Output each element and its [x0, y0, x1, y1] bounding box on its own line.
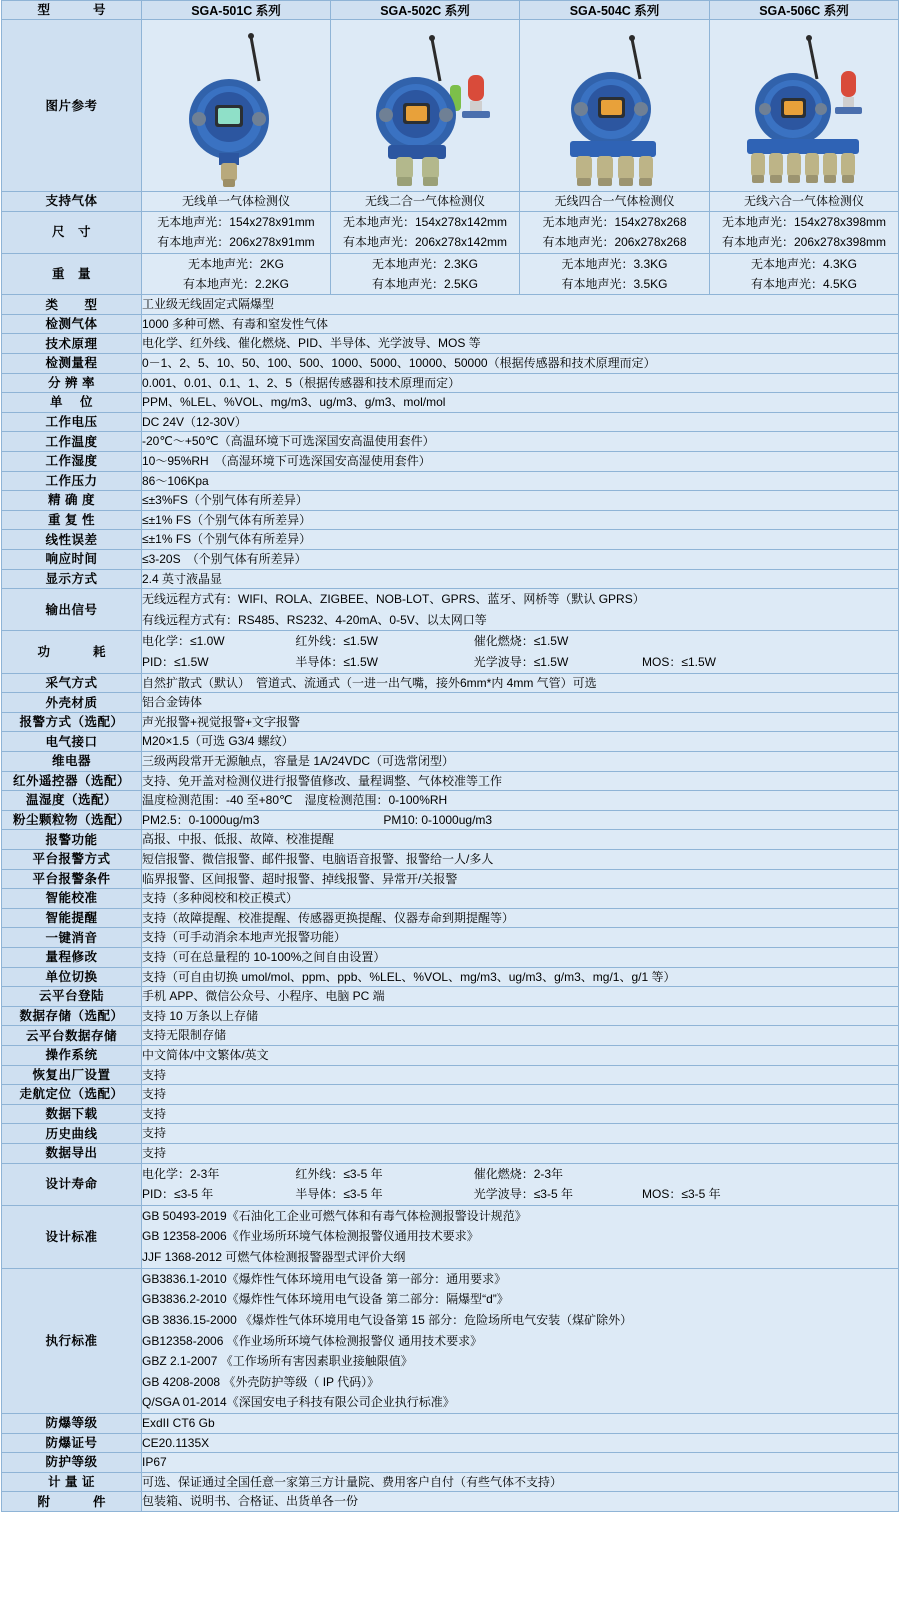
row-label-temperature: 工作温度 [2, 432, 142, 452]
row-value-unit-switch: 支持（可自由切换 umol/mol、ppm、ppb、%LEL、%VOL、mg/m3、ug/m3、g/m3、mg/1、g/1 等） [142, 967, 899, 987]
product-image-504c [520, 20, 710, 192]
dimensions-502c-line1: 无本地声光：154x278x142mm [342, 214, 508, 229]
dimensions-501c [142, 211, 331, 253]
weight-501c [142, 253, 331, 295]
row-value-alarm-mode: 声光报警+视觉报警+文字报警 [142, 712, 899, 732]
power-mos: MOS：≤1.5W [642, 655, 716, 670]
row-label-range-modify: 量程修改 [2, 948, 142, 968]
execution-standard-line1: GB3836.1-2010《爆炸性气体环境用电气设备 第一部分：通用要求》 [142, 1271, 507, 1286]
table-row-spec [2, 530, 899, 550]
row-value-cloud-login: 手机 APP、微信公众号、小程序、电脑 PC 端 [142, 987, 899, 1007]
row-value-response-time: ≤3-20S （个别气体有所差异） [142, 550, 899, 570]
row-value-temperature: -20℃～+50℃（高温环境下可选深国安高温使用套件） [142, 432, 899, 452]
weight-502c-line2: 有本地声光：2.5KG [371, 276, 479, 291]
dimensions-504c-line2: 有本地声光：206x278x268 [542, 235, 687, 250]
power-pid: PID：≤1.5W [142, 655, 209, 670]
table-row-supported-gas [2, 192, 899, 212]
table-row-spec [2, 314, 899, 334]
row-label-design-life: 设计寿命 [2, 1163, 142, 1205]
row-label-history-curve: 历史曲线 [2, 1124, 142, 1144]
weight-504c [520, 253, 710, 295]
gas-detector-2-icon [336, 23, 514, 189]
row-label-design-standard: 设计标准 [2, 1205, 142, 1268]
weight-506c-line1: 无本地声光：4.3KG [750, 256, 858, 271]
row-value-resolution: 0.001、0.01、0.1、1、2、5（根据传感器和技术原理而定） [142, 373, 899, 393]
table-row-spec [2, 1472, 899, 1492]
row-value-data-download: 支持 [142, 1104, 899, 1124]
life-semiconductor: 半导体：≤3-5 年 [295, 1187, 383, 1202]
row-value-temp-humidity-option: 温度检测范围：-40 至+80℃ 湿度检测范围：0-100%RH [142, 791, 899, 811]
row-label-alarm-mode: 报警方式（选配） [2, 712, 142, 732]
table-row-spec [2, 850, 899, 870]
weight-504c-line1: 无本地声光：3.3KG [561, 256, 668, 271]
row-value-type: 工业级无线固定式隔爆型 [142, 295, 899, 315]
table-row-spec [2, 1104, 899, 1124]
row-label-os: 操作系统 [2, 1045, 142, 1065]
supported-gas-501c: 无线单一气体检测仪 [142, 192, 331, 212]
row-value-ex-rating: ExdII CT6 Gb [142, 1414, 899, 1434]
table-row-spec [2, 1205, 899, 1268]
table-row-spec [2, 354, 899, 374]
dimensions-506c-line1: 无本地声光：154x278x398mm [721, 214, 887, 229]
row-label-output-signal: 输出信号 [2, 589, 142, 631]
life-pid: PID：≤3-5 年 [142, 1187, 214, 1202]
weight-504c-line2: 有本地声光：3.5KG [561, 276, 668, 291]
row-label-cloud-login: 云平台登陆 [2, 987, 142, 1007]
row-value-design-life [142, 1163, 899, 1205]
row-label-range: 检测量程 [2, 354, 142, 374]
life-optical: 光学波导：≤3-5 年 [473, 1187, 573, 1202]
table-row-spec [2, 948, 899, 968]
row-label-relay: 维电器 [2, 752, 142, 772]
row-value-ex-certificate: CE20.1135X [142, 1433, 899, 1453]
row-label-pressure: 工作压力 [2, 471, 142, 491]
row-label-dimensions: 尺 寸 [2, 211, 142, 253]
table-row-spec [2, 732, 899, 752]
row-value-power [142, 631, 899, 673]
table-row-spec [2, 1492, 899, 1512]
row-value-metrology-certificate: 可选、保证通过全国任意一家第三方计量院、费用客户自付（有些气体不支持） [142, 1472, 899, 1492]
dust-pm25: PM2.5：0-1000ug/m3 [142, 812, 260, 827]
weight-501c-line1: 无本地声光：2KG [187, 256, 284, 271]
table-row-spec [2, 752, 899, 772]
row-value-sampling: 自然扩散式（默认） 管道式、流通式（一进一出气嘴，接外6mm*内 4mm 气管）可选 [142, 673, 899, 693]
row-value-os: 中文简体/中文繁体/英文 [142, 1045, 899, 1065]
dimensions-502c-line2: 有本地声光：206x278x142mm [342, 235, 508, 250]
design-life-line1 [142, 1164, 898, 1185]
weight-501c-line2: 有本地声光：2.2KG [182, 276, 290, 291]
row-value-design-standard [142, 1205, 899, 1268]
row-label-data-storage: 数据存储（选配） [2, 1006, 142, 1026]
row-label-voltage: 工作电压 [2, 412, 142, 432]
table-row-spec [2, 452, 899, 472]
supported-gas-502c: 无线二合一气体检测仪 [331, 192, 520, 212]
row-value-pressure: 86～106Kpa [142, 471, 899, 491]
row-label-cloud-storage: 云平台数据存储 [2, 1026, 142, 1046]
row-label-detect-gas: 检测气体 [2, 314, 142, 334]
life-electrochemical: 电化学：2-3年 [142, 1166, 220, 1181]
model-header-1: SGA-501C 系列 [142, 1, 331, 20]
life-mos: MOS：≤3-5 年 [642, 1187, 721, 1202]
execution-standard-line6: GB 4208-2008 《外壳防护等级（ IP 代码）》 [142, 1374, 380, 1389]
row-label-platform-alarm-condition: 平台报警条件 [2, 869, 142, 889]
row-value-linearity: ≤±1% FS（个别气体有所差异） [142, 530, 899, 550]
row-label-data-download: 数据下载 [2, 1104, 142, 1124]
row-label-ex-certificate: 防爆证号 [2, 1433, 142, 1453]
table-row-spec [2, 869, 899, 889]
row-label-factory-reset: 恢复出厂设置 [2, 1065, 142, 1085]
table-row-weight [2, 253, 899, 295]
row-value-principle: 电化学、红外线、催化燃烧、PID、半导体、光学波导、MOS 等 [142, 334, 899, 354]
row-label-electrical-interface: 电气接口 [2, 732, 142, 752]
power-infrared: 红外线：≤1.5W [295, 634, 378, 649]
row-label-smart-reminder: 智能提醒 [2, 908, 142, 928]
power-semiconductor: 半导体：≤1.5W [295, 655, 378, 670]
row-value-smart-calibration: 支持（多种阅校和校正模式） [142, 889, 899, 909]
row-label-accessories: 附 件 [2, 1492, 142, 1512]
model-header-2: SGA-502C 系列 [331, 1, 520, 20]
execution-standard-line4: GB12358-2006 《作业场所环境气体检测报警仪 通用技术要求》 [142, 1333, 483, 1348]
table-row-spec [2, 1045, 899, 1065]
row-value-ir-remote: 支持、免开盖对检测仪进行报警值修改、量程调整、气体校准等工作 [142, 771, 899, 791]
row-value-one-key-mute: 支持（可手动消余本地声光报警功能） [142, 928, 899, 948]
row-value-accuracy: ≤±3%FS（个别气体有所差异） [142, 491, 899, 511]
output-signal-line2: 有线远程方式有：RS485、RS232、4-20mA、0-5V、以太网口等 [142, 612, 487, 627]
row-value-range: 0－1、2、5、10、50、100、500、1000、5000、10000、50000（根据传感器和技术原理而定） [142, 354, 899, 374]
row-value-unit: PPM、%LEL、%VOL、mg/m3、ug/m3、g/m3、mol/mol [142, 393, 899, 413]
dimensions-504c-line1: 无本地声光：154x278x268 [542, 214, 687, 229]
row-value-range-modify: 支持（可在总量程的 10-100%之间自由设置） [142, 948, 899, 968]
row-value-smart-reminder: 支持（故障提醒、校准提醒、传感器更换提醒、仪器寿命到期提醒等） [142, 908, 899, 928]
row-label-housing: 外壳材质 [2, 693, 142, 713]
design-standard-line2: GB 12358-2006《作业场所环境气体检测报警仪通用技术要求》 [142, 1229, 479, 1244]
row-value-data-export: 支持 [142, 1143, 899, 1163]
dimensions-502c [331, 211, 520, 253]
row-label-temp-humidity-option: 温湿度（选配） [2, 791, 142, 811]
model-header-3: SGA-504C 系列 [520, 1, 710, 20]
row-label-execution-standard: 执行标准 [2, 1268, 142, 1413]
row-label-humidity: 工作湿度 [2, 452, 142, 472]
row-label-mobile-positioning: 走航定位（选配） [2, 1085, 142, 1105]
execution-standard-line2: GB3836.2-2010《爆炸性气体环境用电气设备 第二部分：隔爆型“d”》 [142, 1292, 509, 1307]
row-label-principle: 技术原理 [2, 334, 142, 354]
table-row-spec [2, 1163, 899, 1205]
life-infrared: 红外线：≤3-5 年 [295, 1166, 383, 1181]
table-row-spec [2, 1026, 899, 1046]
row-label-display: 显示方式 [2, 569, 142, 589]
table-row-spec [2, 631, 899, 673]
row-value-cloud-storage: 支持无限制存储 [142, 1026, 899, 1046]
table-row-spec [2, 908, 899, 928]
product-image-506c [710, 20, 899, 192]
gas-detector-4-icon [526, 23, 704, 189]
table-row-spec [2, 1143, 899, 1163]
row-value-mobile-positioning: 支持 [142, 1085, 899, 1105]
table-row-spec [2, 432, 899, 452]
row-label-data-export: 数据导出 [2, 1143, 142, 1163]
table-row-spec [2, 771, 899, 791]
row-label-ex-rating: 防爆等级 [2, 1414, 142, 1434]
specification-table [1, 0, 899, 1512]
row-label-response-time: 响应时间 [2, 550, 142, 570]
weight-502c-line1: 无本地声光：2.3KG [371, 256, 479, 271]
table-row-spec [2, 393, 899, 413]
table-row-spec [2, 791, 899, 811]
row-label-one-key-mute: 一键消音 [2, 928, 142, 948]
row-label-power: 功 耗 [2, 631, 142, 673]
execution-standard-line3: GB 3836.15-2000 《爆炸性气体环境用电气设备第 15 部分：危险场所电气安装（煤矿除外） [142, 1312, 633, 1327]
dust-pm10: PM10: 0-1000ug/m3 [383, 812, 493, 827]
table-row-spec [2, 1006, 899, 1026]
table-row-spec [2, 491, 899, 511]
table-row-images [2, 20, 899, 192]
row-label-sampling: 采气方式 [2, 673, 142, 693]
weight-506c [710, 253, 899, 295]
row-value-electrical-interface: M20×1.5（可选 G3/4 螺纹） [142, 732, 899, 752]
table-row-spec [2, 810, 899, 830]
row-value-detect-gas: 1000 多种可燃、有毒和窒发性气体 [142, 314, 899, 334]
row-value-history-curve: 支持 [142, 1124, 899, 1144]
row-value-data-storage: 支持 10 万条以上存储 [142, 1006, 899, 1026]
dimensions-506c [710, 211, 899, 253]
row-label-unit: 单 位 [2, 393, 142, 413]
row-value-platform-alarm-mode: 短信报警、微信报警、邮件报警、电脑语音报警、报警给一人/多人 [142, 850, 899, 870]
row-value-ip-rating: IP67 [142, 1453, 899, 1473]
row-value-factory-reset: 支持 [142, 1065, 899, 1085]
row-value-execution-standard [142, 1268, 899, 1413]
weight-506c-line2: 有本地声光：4.5KG [750, 276, 858, 291]
table-row-spec [2, 1433, 899, 1453]
dimensions-506c-line2: 有本地声光：206x278x398mm [721, 235, 887, 250]
design-standard-line1: GB 50493-2019《石油化工企业可燃气体和有毒气体检测报警设计规范》 [142, 1208, 527, 1223]
dimensions-501c-line2: 有本地声光：206x278x91mm [157, 235, 315, 250]
row-label-ir-remote: 红外遥控器（选配） [2, 771, 142, 791]
row-value-relay: 三级两段常开无源触点，容量是 1A/24VDC（可选常闭型） [142, 752, 899, 772]
dimensions-504c [520, 211, 710, 253]
weight-502c [331, 253, 520, 295]
table-row-spec [2, 412, 899, 432]
row-label-repeatability: 重 复 性 [2, 510, 142, 530]
table-row-spec [2, 510, 899, 530]
table-row-spec [2, 693, 899, 713]
table-row-spec [2, 373, 899, 393]
row-label-weight: 重 量 [2, 253, 142, 295]
row-value-dust [142, 810, 899, 830]
row-value-housing: 铝合金铸体 [142, 693, 899, 713]
execution-standard-line7: Q/SGA 01-2014《深国安电子科技有限公司企业执行标准》 [142, 1395, 455, 1410]
row-label-metrology-certificate: 计 量 证 [2, 1472, 142, 1492]
row-label-platform-alarm-mode: 平台报警方式 [2, 850, 142, 870]
table-row-spec [2, 295, 899, 315]
table-row-spec [2, 987, 899, 1007]
row-label-accuracy: 精 确 度 [2, 491, 142, 511]
table-row-spec [2, 589, 899, 631]
row-label-ip-rating: 防护等级 [2, 1453, 142, 1473]
table-row-spec [2, 1124, 899, 1144]
output-signal-line1: 无线远程方式有：WIFI、ROLA、ZIGBEE、NOB-LOT、GPRS、蓝牙、网桥等（默认 GPRS） [142, 592, 645, 607]
row-value-platform-alarm-condition: 临界报警、区间报警、超时报警、掉线报警、异常开/关报警 [142, 869, 899, 889]
table-row-spec [2, 334, 899, 354]
row-value-accessories: 包装箱、说明书、合格证、出货单各一份 [142, 1492, 899, 1512]
table-row-spec [2, 550, 899, 570]
table-row-dimensions [2, 211, 899, 253]
row-value-display: 2.4 英寸液晶显 [142, 569, 899, 589]
row-value-repeatability: ≤±1% FS（个别气体有所差异） [142, 510, 899, 530]
row-label-model: 型 号 [2, 1, 142, 20]
table-row-spec [2, 1065, 899, 1085]
gas-detector-6-icon [715, 23, 893, 189]
table-row-spec [2, 967, 899, 987]
row-label-smart-calibration: 智能校准 [2, 889, 142, 909]
table-row-spec [2, 1085, 899, 1105]
table-row-spec [2, 1268, 899, 1413]
table-row-spec [2, 1453, 899, 1473]
row-label-type: 类 型 [2, 295, 142, 315]
table-row-spec [2, 830, 899, 850]
gas-detector-1-icon [147, 23, 325, 189]
design-life-line2 [142, 1184, 898, 1205]
row-label-unit-switch: 单位切换 [2, 967, 142, 987]
product-image-501c [142, 20, 331, 192]
table-row-spec [2, 471, 899, 491]
table-row-model [2, 1, 899, 20]
supported-gas-506c: 无线六合一气体检测仪 [710, 192, 899, 212]
table-row-spec [2, 928, 899, 948]
table-row-spec [2, 569, 899, 589]
table-row-spec [2, 712, 899, 732]
power-line1 [142, 631, 898, 652]
power-line2 [142, 652, 898, 673]
table-row-spec [2, 889, 899, 909]
model-header-4: SGA-506C 系列 [710, 1, 899, 20]
row-value-alarm-function: 高报、中报、低报、故障、校准提醒 [142, 830, 899, 850]
dimensions-501c-line1: 无本地声光：154x278x91mm [157, 214, 315, 229]
product-image-502c [331, 20, 520, 192]
row-value-humidity: 10～95%RH （高湿环境下可选深国安高湿使用套件） [142, 452, 899, 472]
execution-standard-line5: GBZ 2.1-2007 《工作场所有害因素职业接触限值》 [142, 1354, 413, 1369]
power-electrochemical: 电化学：≤1.0W [142, 634, 225, 649]
row-label-dust: 粉尘颗粒物（选配） [2, 810, 142, 830]
row-label-linearity: 线性误差 [2, 530, 142, 550]
row-label-supported-gas: 支持气体 [2, 192, 142, 212]
table-row-spec [2, 1414, 899, 1434]
row-value-output-signal [142, 589, 899, 631]
row-label-image-reference: 图片参考 [2, 20, 142, 192]
dust-line [142, 811, 898, 830]
power-optical: 光学波导：≤1.5W [473, 655, 569, 670]
row-label-resolution: 分 辨 率 [2, 373, 142, 393]
row-label-alarm-function: 报警功能 [2, 830, 142, 850]
supported-gas-504c: 无线四合一气体检测仪 [520, 192, 710, 212]
row-value-voltage: DC 24V（12-30V） [142, 412, 899, 432]
design-standard-line3: JJF 1368-2012 可燃气体检测报警器型式评价大纲 [142, 1250, 406, 1265]
life-catalytic: 催化燃烧：2-3年 [473, 1166, 564, 1181]
power-catalytic: 催化燃烧：≤1.5W [473, 634, 569, 649]
table-row-spec [2, 673, 899, 693]
